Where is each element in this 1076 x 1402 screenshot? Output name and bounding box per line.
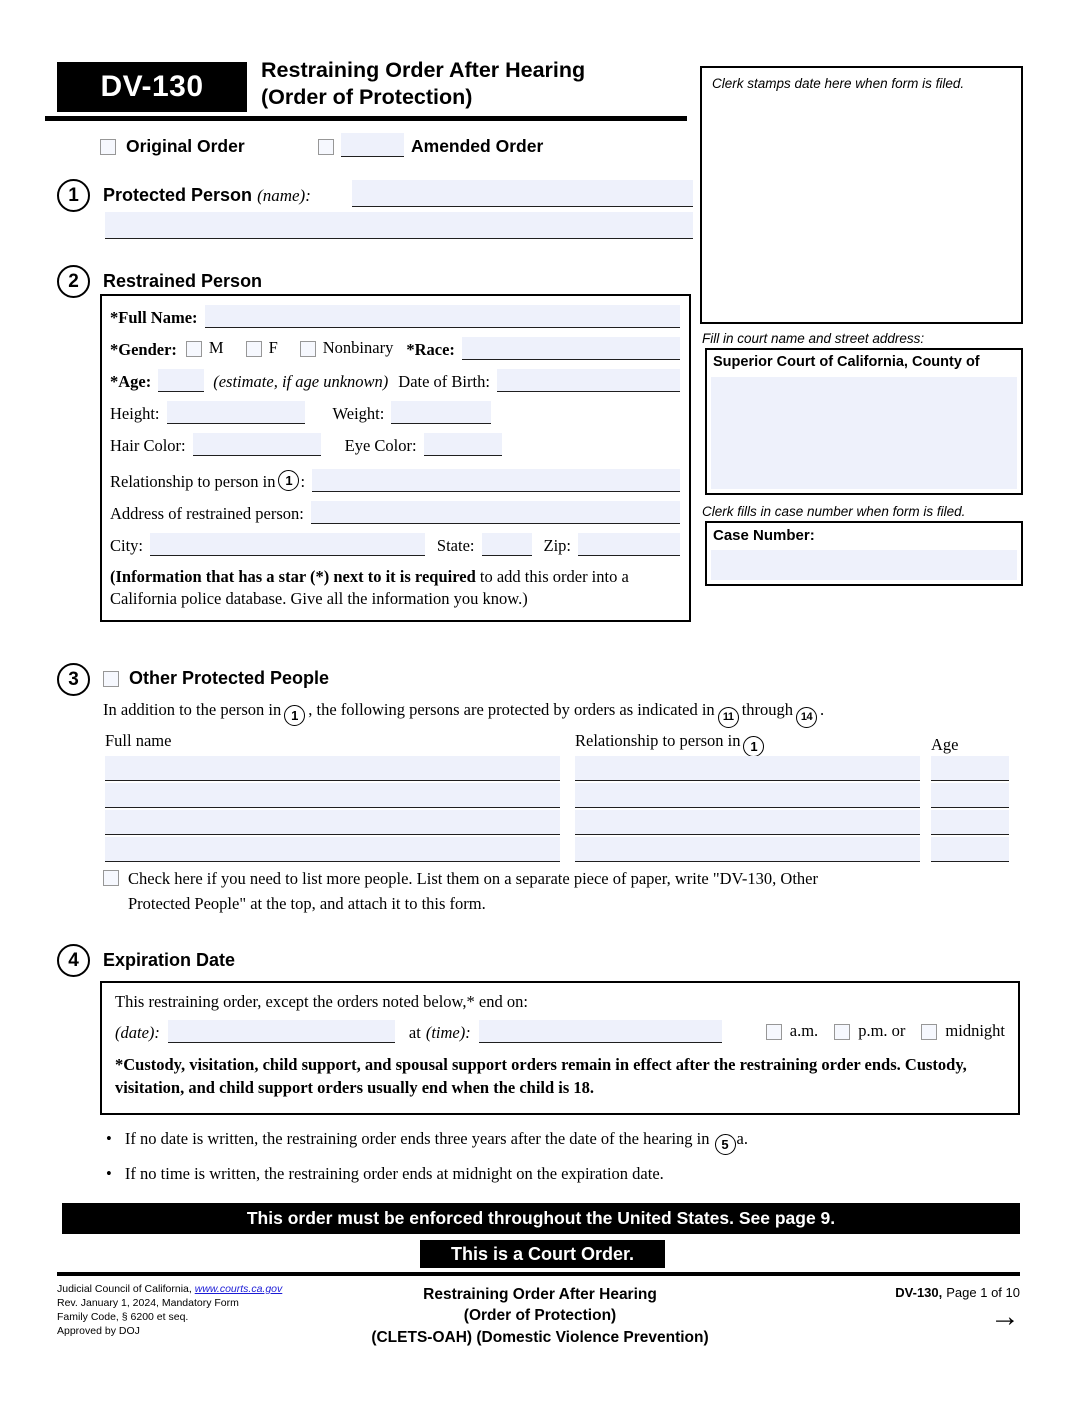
footer-title-line1: Restraining Order After Hearing [423,1286,657,1303]
header-rule [45,116,687,121]
court-box-instruction: Fill in court name and street address: [702,331,925,346]
expiration-time-field[interactable] [479,1020,722,1043]
city-field[interactable] [150,533,425,556]
expiration-date-field[interactable] [168,1020,395,1043]
case-number-field[interactable] [711,550,1017,580]
footer-center-title [300,1284,780,1348]
hair-color-field[interactable] [193,433,321,456]
intro-through: through [741,700,794,719]
case-number-box [705,521,1023,586]
form-title-line1: Restraining Order After Hearing [261,58,586,82]
column-header-relationship-text: Relationship to person in [575,731,741,750]
midnight-checkbox[interactable] [921,1024,937,1040]
other-person-row [105,837,1009,862]
section-1-name-label: (name): [257,186,311,205]
footer-title-line2: (Order of Protection) [463,1307,617,1325]
race-field[interactable] [462,337,680,360]
am-checkbox[interactable] [766,1024,782,1040]
amended-order-checkbox[interactable] [318,139,334,155]
original-order-label: Original Order [126,136,245,156]
bullet1-text: If no date is written, the restraining order ends three years after the date of the hearing in [124,1129,710,1148]
intro-mid: , the following persons are protected by orders as indicated in [308,700,715,719]
other-people-rows [105,756,1009,864]
age-hint: (estimate, if age unknown) [213,372,389,392]
circle-ref-1: 1 [278,470,299,491]
am-label: a.m. [789,1021,819,1041]
relationship-label: Relationship to person in [110,472,276,492]
other-protected-people-checkbox[interactable] [103,671,119,687]
section-2-title: Restrained Person [103,271,263,291]
amended-order-label: Amended Order [411,136,544,156]
more-people-line1: Check here if you need to list more people. List them on a separate piece of paper, write "DV-130, Other [128,869,818,888]
other-person-name-field[interactable] [105,783,560,808]
other-person-name-field[interactable] [105,756,560,781]
city-label: City: [110,536,144,556]
footer-doj: Approved by DOJ [57,1324,140,1337]
more-people-checkbox[interactable] [103,870,119,886]
footer-family-code: Family Code, § 6200 et seq. [57,1310,189,1323]
zip-label: Zip: [543,536,571,556]
gender-m-label: M [208,338,224,358]
dob-label: Date of Birth: [398,372,490,392]
footer-title-line3: (CLETS-OAH) (Domestic Violence Prevention) [371,1328,709,1346]
section-1-title [103,185,311,206]
footer-revision: Rev. January 1, 2024, Mandatory Form [57,1296,239,1309]
restrained-person-box [100,294,691,622]
gender-f-checkbox[interactable] [246,341,262,357]
weight-label: Weight: [332,404,385,424]
more-people-row [103,867,1003,917]
address-label: Address of restrained person: [110,504,304,524]
address-field[interactable] [311,501,680,524]
court-address-field[interactable] [711,377,1017,489]
other-person-relationship-field[interactable] [575,783,920,808]
restrained-full-name-field[interactable] [205,305,680,328]
hair-color-label: Hair Color: [110,436,186,456]
court-name-label: Superior Court of California, County of [713,354,980,370]
height-label: Height: [110,404,160,424]
age-field[interactable] [158,369,204,392]
intro-end: . [820,700,825,719]
zip-field[interactable] [578,533,680,556]
state-label: State: [436,536,475,556]
state-field[interactable] [482,533,532,556]
gender-label: *Gender: [110,340,177,360]
other-person-row [105,783,1009,808]
section-3-number: 3 [57,663,90,696]
other-person-age-field[interactable] [931,756,1009,781]
time-label: (time): [425,1023,471,1043]
eye-color-field[interactable] [424,433,502,456]
footer-judicial-council [57,1283,282,1297]
pm-label: p.m. or [858,1021,906,1041]
bullet1-suffix: a. [736,1129,748,1148]
form-title [261,57,585,111]
other-person-row [105,810,1009,835]
protected-person-name-field-line2[interactable] [105,212,693,239]
height-field[interactable] [167,401,305,424]
case-box-instruction: Clerk fills in case number when form is filed. [702,504,966,519]
pm-checkbox[interactable] [834,1024,850,1040]
gender-nonbinary-label: Nonbinary [322,338,394,358]
more-people-text [128,867,818,917]
footer-left [57,1283,282,1338]
section-2-number: 2 [57,265,90,298]
next-page-arrow-icon: → [990,1300,1020,1333]
form-code-badge: DV-130 [57,62,247,112]
clerk-stamp-box [700,66,1023,324]
required-info-note-bold: (Information that has a star (*) next to it is required [110,567,476,586]
intro-pre: In addition to the person in [103,700,282,719]
date-label: (date): [115,1023,160,1043]
footer-page-number [810,1285,1020,1300]
enforcement-banner: This order must be enforced throughout the United States. See page 9. [62,1203,1020,1234]
eye-color-label: Eye Color: [344,436,417,456]
footer-jc-text: Judicial Council of California, [57,1283,195,1295]
clerk-stamp-note: Clerk stamps date here when form is filed. [712,76,965,91]
race-label: *Race: [406,340,455,360]
relationship-colon: : [300,472,306,492]
other-person-relationship-field[interactable] [575,756,920,781]
column-header-relationship [575,731,767,757]
section-4-number: 4 [57,944,90,977]
gender-m-checkbox[interactable] [186,341,202,357]
circle-ref-11: 11 [718,707,739,728]
footer-right [810,1285,1020,1332]
other-person-age-field[interactable] [931,783,1009,808]
midnight-label: midnight [945,1021,1005,1041]
expiration-date-box [100,981,1020,1115]
relationship-field[interactable] [312,469,680,492]
bottom-rule [57,1272,1020,1276]
column-header-age: Age [931,735,959,754]
original-order-checkbox[interactable] [100,139,116,155]
other-person-relationship-field[interactable] [575,837,920,862]
court-name-box [705,348,1023,495]
footer-form-code: DV-130, [895,1285,943,1300]
section-4-title: Expiration Date [103,950,236,970]
section-1-number: 1 [57,179,90,212]
section-3-intro [103,700,1028,728]
expiration-date-row [115,1020,1005,1043]
required-info-note-rest: to add this order into a California police database. Give all the information you know.) [110,567,629,609]
circle-ref-5: 5 [715,1134,736,1155]
form-title-line2: (Order of Protection) [261,85,473,110]
age-label: *Age: [110,372,152,392]
expiration-intro: This restraining order, except the orders noted below,* end on: [115,992,528,1011]
custody-note: *Custody, visitation, child support, and spousal support orders remain in effect after the restraining order ends. Custody, visitation, and child support orders usually end when the child is 18. [115,1055,967,1097]
circle-ref-1: 1 [743,736,764,757]
circle-ref-1: 1 [284,705,305,726]
bullet2-text: If no time is written, the restraining order ends at midnight on the expiration date. [124,1164,664,1183]
circle-ref-14: 14 [796,707,817,728]
footer-page-text: Page 1 of 10 [946,1285,1020,1300]
other-person-name-field[interactable] [105,837,560,862]
gender-nonbinary-checkbox[interactable] [300,341,316,357]
expiration-bullet-2 [106,1164,664,1184]
full-name-label: *Full Name: [110,308,198,328]
other-person-relationship-field[interactable] [575,810,920,835]
courts-ca-gov-link[interactable]: www.courts.ca.gov [194,1283,283,1295]
section-1-title-text: Protected Person [103,185,253,205]
amended-order-number-field[interactable] [341,133,404,157]
required-info-note [110,566,680,611]
other-person-age-field[interactable] [931,810,1009,835]
section-3-title: Other Protected People [129,668,330,688]
weight-field[interactable] [391,401,491,424]
court-order-banner: This is a Court Order. [420,1240,665,1268]
column-header-full-name: Full name [105,731,172,750]
dob-field[interactable] [497,369,680,392]
case-number-label: Case Number: [713,527,815,544]
gender-f-label: F [268,338,278,358]
at-label: at [408,1023,421,1043]
other-person-age-field[interactable] [931,837,1009,862]
other-person-name-field[interactable] [105,810,560,835]
other-person-row [105,756,1009,781]
expiration-bullet-1 [106,1129,748,1155]
protected-person-name-field[interactable] [352,180,693,207]
more-people-line2: Protected People" at the top, and attach it to this form. [128,893,486,913]
